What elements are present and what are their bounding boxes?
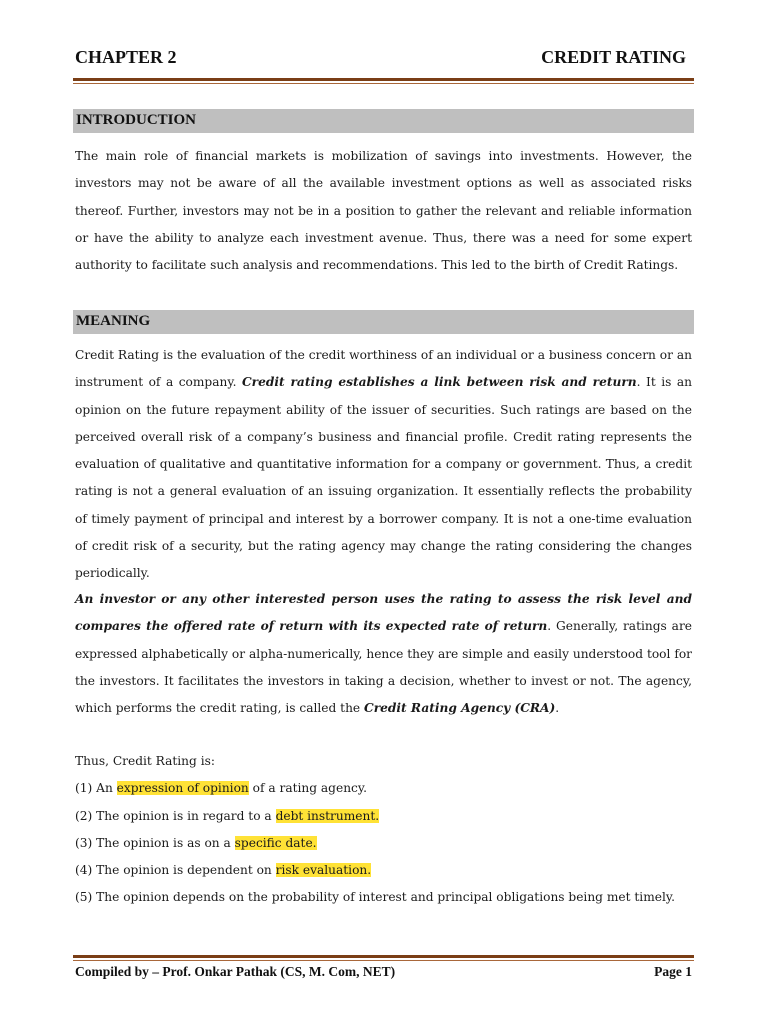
key-phrase: Credit rating establishes a link between risk and return xyxy=(241,375,637,390)
header-rule xyxy=(73,78,694,84)
credit-rating-list xyxy=(75,748,692,912)
meaning-paragraph-1: Credit Rating is the evaluation of the credit worthiness of an individual or a business concern or an instrument of a company. Credit rating establishes a link between risk and return. It is an opinion on the future repayment ability of the issuer of securities. Such ratings are based on the perceived overall risk of a company’s business and financial profile. Credit rating represents the evaluation of qualitative and quantitative information for a company or government. Thus, a credit rating is not a general evaluation of an issuing organization. It essentially reflects the probability of timely payment of principal and interest by a borrower company. It is not a one-time evaluation of credit risk of a security, but the rating agency may change the rating considering the changes periodically. xyxy=(75,348,692,581)
page-number: Page 1 xyxy=(654,964,692,979)
page-footer xyxy=(75,962,692,982)
introduction-paragraph: The main role of financial markets is mobilization of savings into investments. However, the investors may not be aware of all the available investment options as well as associated risks thereof. Further, investors may not be in a position to gather the relevant and reliable information or have the ability to analyze each investment avenue. Thus, there was a need for some expert authority to facilitate such analysis and recommendations. This led to the birth of Credit Ratings. xyxy=(75,149,692,273)
highlight: specific date. xyxy=(234,835,317,850)
list-intro: Thus, Credit Rating is: xyxy=(75,754,215,768)
highlight: expression of opinion xyxy=(116,781,249,796)
chapter-label: CHAPTER 2 xyxy=(75,47,177,67)
key-sentence: An investor or any other interested person uses the rating to assess the risk level and compares the offered rate of return with its expected rate of return xyxy=(75,592,692,634)
list-item: (5) The opinion depends on the probability of interest and principal obligations being met timely. xyxy=(75,890,676,905)
list-item: (2) The opinion is in regard to a debt instrument. xyxy=(75,808,380,823)
meaning-paragraph-2: An investor or any other interested person uses the rating to assess the risk level and compares the offered rate of return with its expected rate of return. Generally, ratings are expressed alphabetically or alpha-numerically, hence they are simple and easily understood tool for the investors. It facilitates the investors in taking a decision, whether to invest or not. The agency, which performs the credit rating, is called the Credit Rating Agency (CRA). xyxy=(75,592,692,716)
chapter-title: CREDIT RATING xyxy=(541,47,686,67)
introduction-heading: INTRODUCTION xyxy=(73,109,694,133)
list-item: (1) An expression of opinion of a rating agency. xyxy=(75,781,368,796)
cra-term: Credit Rating Agency (CRA) xyxy=(364,701,556,716)
meaning-heading: MEANING xyxy=(73,310,694,334)
footer-rule xyxy=(73,955,694,961)
highlight: risk evaluation. xyxy=(275,863,372,878)
list-item: (3) The opinion is as on a specific date. xyxy=(75,835,317,850)
list-item: (4) The opinion is dependent on risk evaluation. xyxy=(75,863,372,878)
compiler-credit: Compiled by – Prof. Onkar Pathak (CS, M. Com, NET) xyxy=(75,964,396,979)
page-header xyxy=(75,44,686,68)
highlight: debt instrument. xyxy=(275,808,380,823)
